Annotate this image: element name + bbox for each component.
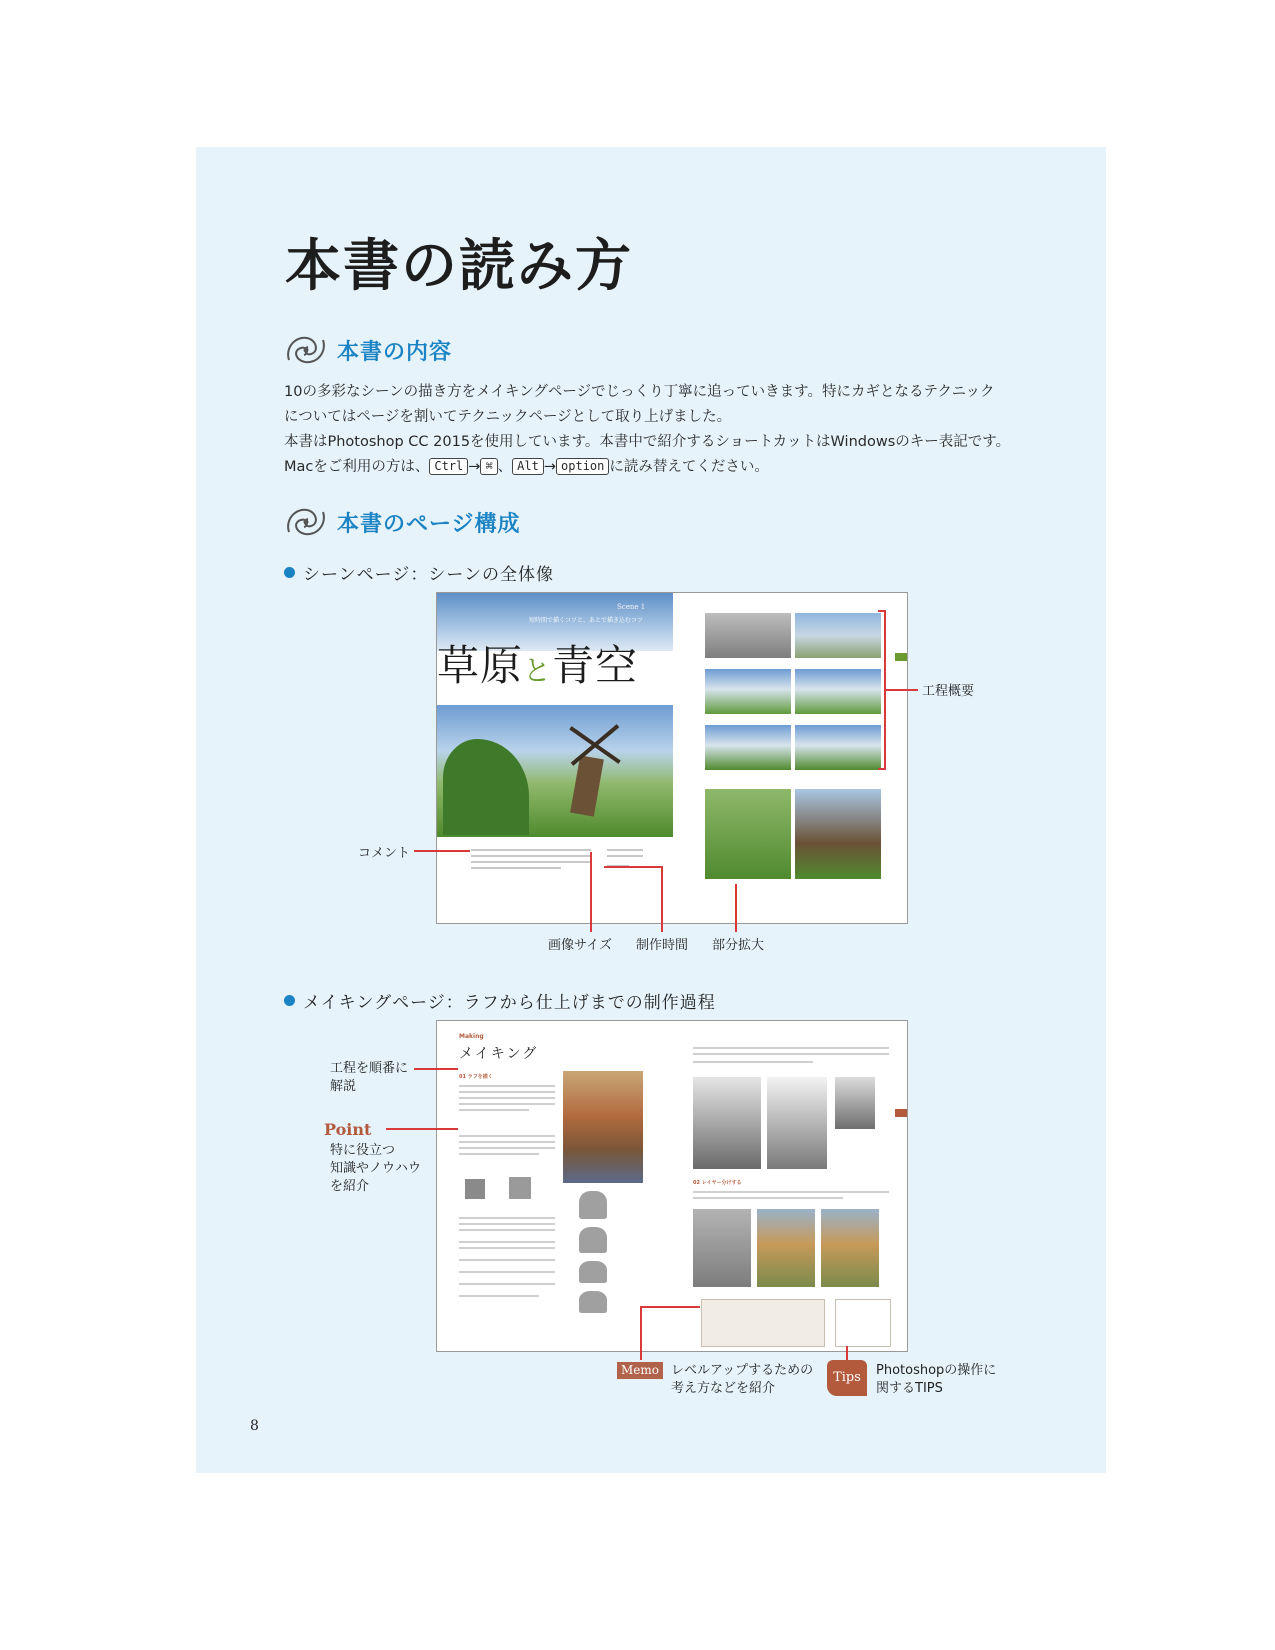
hero-cliff xyxy=(443,739,529,835)
arrow-icon: → xyxy=(543,459,557,475)
making-page-preview xyxy=(436,1020,908,1352)
text-line xyxy=(693,1047,889,1049)
text-line xyxy=(693,1191,889,1193)
hero-windmill xyxy=(570,755,604,816)
text-line xyxy=(459,1103,555,1105)
memo-tag: Memo xyxy=(617,1362,663,1379)
text-line xyxy=(459,1109,529,1111)
value-study xyxy=(835,1077,875,1129)
scene-subtitle: 短時間で描くコツと、あとで描き込むコツ xyxy=(529,617,644,624)
rough-sketch xyxy=(579,1227,607,1253)
rough-sketch xyxy=(579,1261,607,1283)
scene-page-preview xyxy=(436,592,908,924)
text-line xyxy=(459,1147,555,1149)
tips-box xyxy=(835,1299,891,1347)
callout-line xyxy=(414,1068,458,1070)
callout-point-line: を紹介 xyxy=(330,1179,370,1194)
intro-line: 本書はPhotoshop CC 2015を使用しています。本書中で紹介するショートカットはWindowsのキー表記です。 xyxy=(284,434,1011,450)
text-line xyxy=(459,1097,555,1099)
bracket-line xyxy=(878,610,886,612)
section-title-structure: 本書のページ構成 xyxy=(337,511,521,537)
bullet-dot-icon xyxy=(284,567,295,578)
callout-comment: コメント xyxy=(358,846,411,861)
intro-text xyxy=(284,380,1064,480)
bullet-label: シーンページ：シーンの全体像 xyxy=(303,565,554,585)
comment-line xyxy=(471,849,591,851)
process-thumb xyxy=(795,613,881,658)
text-line xyxy=(459,1295,539,1297)
scene-title-part: と xyxy=(523,654,553,687)
cube-sketch xyxy=(509,1177,531,1199)
text-line xyxy=(459,1223,555,1225)
bullet-dot-icon xyxy=(284,995,295,1006)
callout-line xyxy=(661,866,663,932)
bullet-scene-page xyxy=(284,560,554,585)
comment-line xyxy=(471,861,591,863)
text-line xyxy=(459,1091,555,1093)
cube-sketch xyxy=(465,1179,485,1199)
callout-step-line: 解説 xyxy=(330,1079,357,1094)
section-head-contents xyxy=(283,330,452,370)
process-thumb xyxy=(705,725,791,770)
tips-tag: Tips xyxy=(827,1360,867,1396)
callout-point-line: 知識やノウハウ xyxy=(330,1161,422,1176)
bullet-label: メイキングページ：ラフから仕上げまでの制作過程 xyxy=(303,993,716,1013)
ornament-icon xyxy=(283,330,329,370)
text-line xyxy=(459,1247,555,1249)
callout-line xyxy=(640,1306,700,1308)
image-size-line xyxy=(607,855,643,857)
bracket-line xyxy=(878,768,886,770)
text-line xyxy=(459,1241,555,1243)
callout-time: 制作時間 xyxy=(636,938,689,953)
text-line xyxy=(459,1271,555,1273)
text-line xyxy=(459,1259,555,1261)
point-label: Point xyxy=(324,1120,372,1139)
intro-line: についてはページを割いてテクニックページとして取り上げました。 xyxy=(284,409,732,425)
image-size-line xyxy=(607,849,643,851)
text-line xyxy=(459,1153,539,1155)
process-thumb xyxy=(705,613,791,658)
hero-illustration xyxy=(437,705,673,837)
intro-text-fragment: 、 xyxy=(497,459,513,475)
text-line xyxy=(459,1217,555,1219)
key-option: option xyxy=(556,458,609,475)
step-heading: 02 レイヤー分けする xyxy=(693,1180,742,1186)
process-thumb xyxy=(795,669,881,714)
text-line xyxy=(693,1053,889,1055)
text-line xyxy=(459,1141,555,1143)
section-head-structure xyxy=(283,502,521,542)
key-alt: Alt xyxy=(512,458,544,475)
value-study xyxy=(693,1077,761,1169)
rough-sketch xyxy=(579,1291,607,1313)
page-tab xyxy=(895,653,907,661)
intro-text-fragment: に読み替えてください。 xyxy=(609,459,769,475)
callout-tips-line: Photoshopの操作に xyxy=(876,1363,997,1378)
section-title-contents: 本書の内容 xyxy=(337,339,453,365)
key-ctrl: Ctrl xyxy=(429,458,468,475)
callout-overview: 工程概要 xyxy=(922,684,975,699)
value-study xyxy=(767,1077,827,1169)
callout-line xyxy=(604,866,662,868)
text-line xyxy=(459,1229,555,1231)
callout-memo-line: 考え方などを紹介 xyxy=(671,1381,776,1396)
callout-point-line: 特に役立つ xyxy=(330,1143,396,1158)
ornament-icon xyxy=(283,502,329,542)
layer-thumb xyxy=(821,1209,879,1287)
callout-line xyxy=(886,689,918,691)
text-line xyxy=(693,1197,843,1199)
process-thumb xyxy=(795,725,881,770)
bullet-making-page xyxy=(284,988,716,1013)
zoom-thumb xyxy=(705,789,791,879)
intro-line-keys xyxy=(284,455,1064,480)
memo-box xyxy=(701,1299,825,1347)
page-title: 本書の読み方 xyxy=(285,233,633,299)
layer-thumb xyxy=(693,1209,751,1287)
callout-line xyxy=(590,852,592,932)
callout-memo-line: レベルアップするための xyxy=(671,1363,814,1378)
arrow-icon: → xyxy=(468,459,481,475)
process-thumb xyxy=(705,669,791,714)
callout-tips-line: 関するTIPS xyxy=(876,1381,943,1396)
making-title: メイキング xyxy=(459,1046,539,1062)
callout-line xyxy=(414,850,470,852)
comment-line xyxy=(471,855,591,857)
callout-line xyxy=(640,1306,642,1360)
scene-title-part: 草原 xyxy=(437,641,524,690)
text-line xyxy=(693,1061,813,1063)
rough-illustration xyxy=(563,1071,643,1183)
callout-step-line: 工程を順番に xyxy=(330,1061,409,1076)
making-tag: Making xyxy=(459,1033,484,1040)
intro-text-fragment: Macをご利用の方は、 xyxy=(284,459,430,475)
callout-line xyxy=(735,884,737,932)
key-cmd: ⌘ xyxy=(480,458,497,475)
text-line xyxy=(459,1085,555,1087)
page-number: 8 xyxy=(250,1418,259,1434)
page-tab xyxy=(895,1109,907,1117)
scene-title-part: 青空 xyxy=(552,641,639,690)
scene-tag: Scene 1 xyxy=(617,603,646,611)
zoom-thumb xyxy=(795,789,881,879)
callout-line xyxy=(846,1346,848,1360)
text-line xyxy=(459,1283,555,1285)
callout-zoom: 部分拡大 xyxy=(712,938,765,953)
scene-title xyxy=(437,633,638,693)
step-heading: 01 ラフを描く xyxy=(459,1074,493,1080)
intro-line: 10の多彩なシーンの描き方をメイキングページでじっくり丁寧に追っていきます。特にカギとなるテクニック xyxy=(284,384,995,400)
comment-line xyxy=(471,867,561,869)
rough-sketch xyxy=(579,1191,607,1219)
text-line xyxy=(459,1135,555,1137)
callout-line xyxy=(386,1128,458,1130)
layer-thumb xyxy=(757,1209,815,1287)
callout-image-size: 画像サイズ xyxy=(548,938,612,953)
